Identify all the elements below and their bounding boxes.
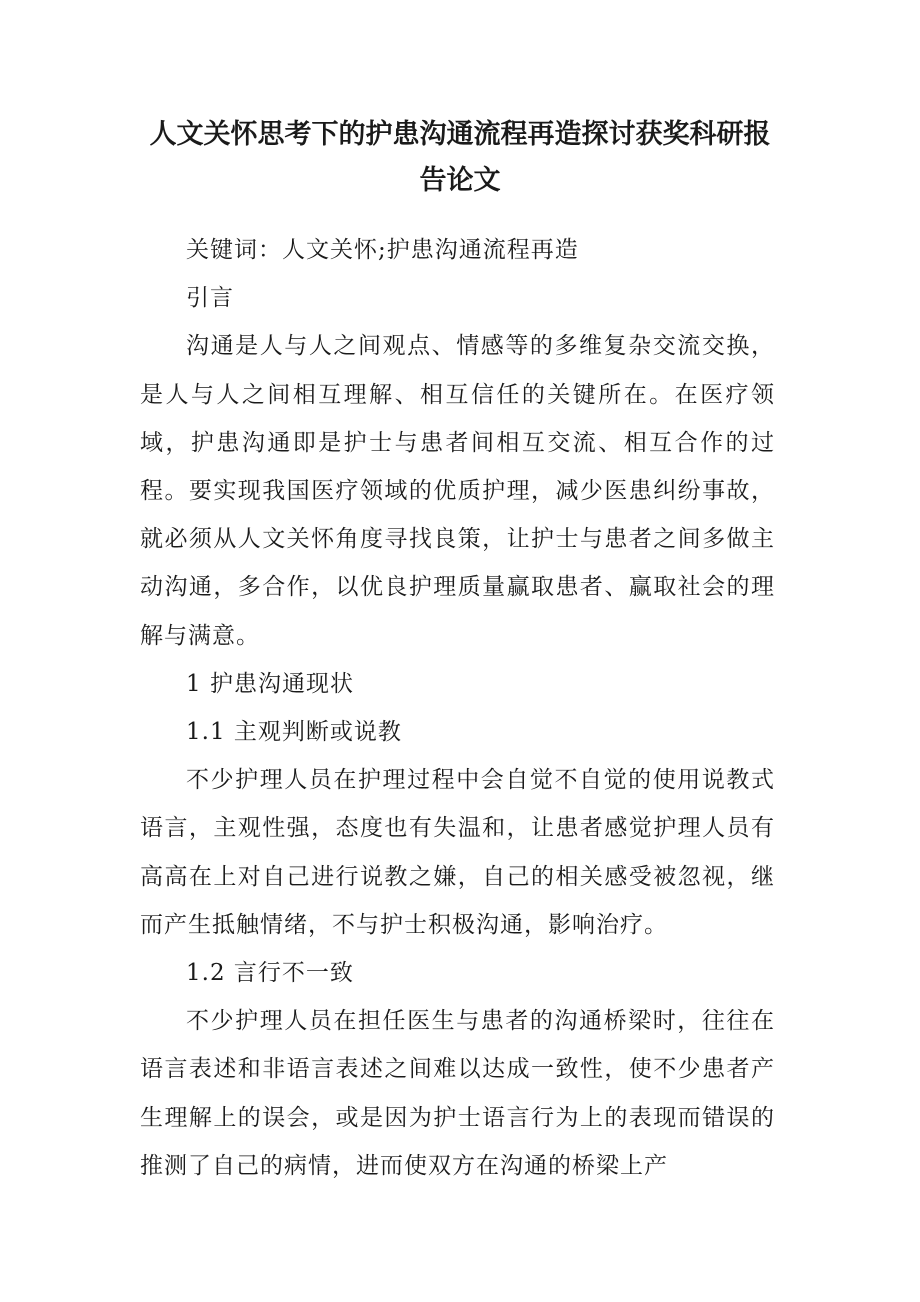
section-1-1-paragraph: 不少护理人员在护理过程中会自觉不自觉的使用说教式语言，主观性强，态度也有失温和，让患者感觉护理人员有高高在上对自己进行说教之嫌，自己的相关感受被忽视，继而产生抵触情绪，不与护士积极沟通，影响治疗。	[140, 767, 775, 938]
intro-paragraph: 沟通是人与人之间观点、情感等的多维复杂交流交换，是人与人之间相互理解、相互信任的关键所在。在医疗领域，护患沟通即是护士与患者间相互交流、相互合作的过程。要实现我国医疗领域的优质护理，减少医患纠纷事故，就必须从人文关怀角度寻找良策，让护士与患者之间多做主动沟通，多合作，以优良护理质量赢取患者、赢取社会的理解与满意。	[140, 333, 775, 649]
intro-heading: 引言	[186, 285, 234, 312]
document-title: 人文关怀思考下的护患沟通流程再造探讨获奖科研报告论文	[149, 119, 771, 196]
section-1-heading: 1 护患沟通现状	[186, 670, 354, 697]
keywords-line: 关键词：人文关怀;护患沟通流程再造	[186, 237, 579, 263]
document-body	[140, 226, 775, 1190]
section-1-2-paragraph: 不少护理人员在担任医生与患者的沟通桥梁时，往往在语言表述和非语言表述之间难以达成一致性，使不少患者产生理解上的误会，或是因为护士语言行为上的表现而错误的推测了自己的病情，进而使双方在沟通的桥梁上产	[140, 1008, 775, 1179]
section-1-2-heading: 1.2 言行不一致	[186, 960, 354, 987]
section-1-1-heading: 1.1 主观判断或说教	[186, 719, 402, 746]
